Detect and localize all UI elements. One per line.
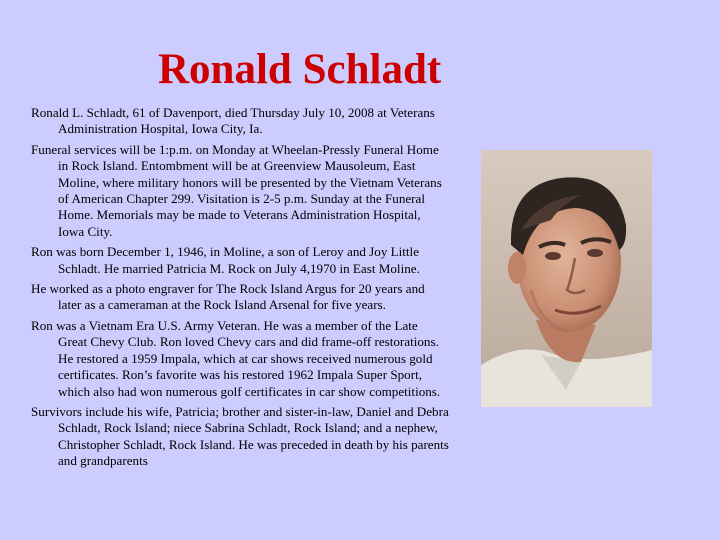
paragraph-birth-marriage: Ron was born December 1, 1946, in Moline, a son of Leroy and Joy Little Schladt. He married Patricia M. Rock on July 4,1970 in East Moline. bbox=[31, 244, 420, 276]
paragraph-death-notice: Ronald L. Schladt, 61 of Davenport, died Thursday July 10, 2008 at Veterans Administration Hospital, Iowa City, Ia. bbox=[31, 105, 435, 137]
portrait-illustration bbox=[481, 150, 652, 407]
paragraph-survivors: Survivors include his wife, Patricia; brother and sister-in-law, Daniel and Debra Schladt, Rock Island; niece Sabrina Schladt, Rock Island; and a nephew, Christopher Schladt, Rock Island. He was preceded in death by his parents and grandparents bbox=[31, 403, 449, 469]
obituary-text bbox=[31, 105, 449, 474]
paragraph-funeral-services: Funeral services will be 1:p.m. on Monday at Wheelan-Pressly Funeral Home in Rock Island. Entombment will be at Greenview Mausoleum, East Moline, where military honors will be presented by the Vietnam Veterans of American Chapter 299. Visitation is 2-5 p.m. Sunday at the Funeral Home. Memorials may be made to Veterans Administration Hospital, Iowa City. bbox=[31, 141, 442, 239]
paragraph-career: He worked as a photo engraver for The Rock Island Argus for 20 years and later as a cameraman at the Rock Island Arsenal for five years. bbox=[31, 281, 425, 313]
paragraph-veteran-hobbies: Ron was a Vietnam Era U.S. Army Veteran. He was a member of the Late Great Chevy Club. Ron loved Chevy cars and did frame-off restorations. He restored a 1959 Impala, which at car shows received numerous gold certificates. Ron’s favorite was his restored 1962 Impala Super Sport, which also had won numerous golf certificates in car show competitions. bbox=[31, 317, 441, 399]
page-title: Ronald Schladt bbox=[158, 46, 442, 93]
portrait-photo bbox=[481, 150, 652, 407]
